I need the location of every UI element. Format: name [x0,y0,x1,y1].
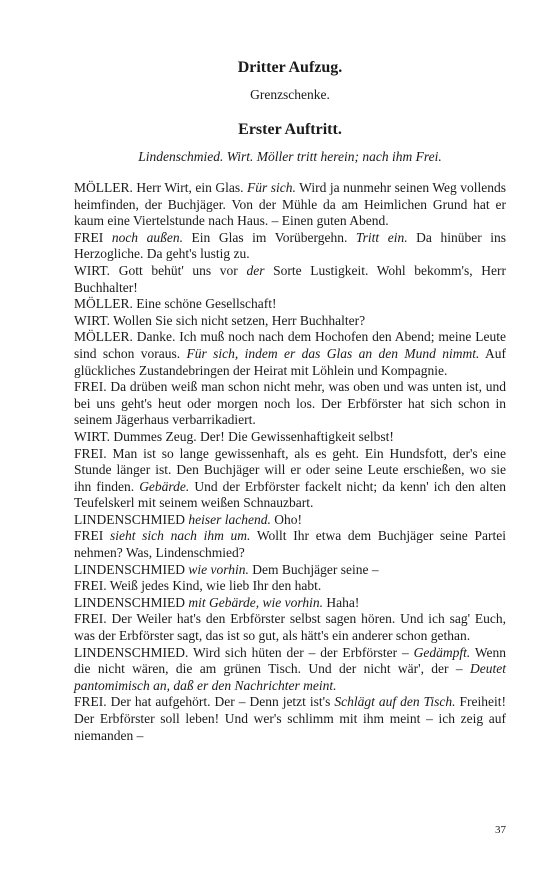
page-number: 37 [495,824,506,836]
stage-direction: Für sich, indem er das Glas an den Mund nimmt. [186,345,480,361]
dialogue-text: FREI [74,528,110,544]
dialogue-text: LINDENSCHMIED [74,594,189,610]
dialogue-text: Sorte Lustigkeit. Wohl bekomm's, Herr Buchhalter! [74,262,506,295]
dialogue-text: FREI. Der hat aufgehört. Der – Denn jetzt ist's [74,694,335,710]
dialogue-text: WIRT. Dummes Zeug. Der! Die Gewissenhaftigkeit selbst! [74,428,394,444]
dialogue-text: LINDENSCHMIED [74,511,189,527]
dialogue-paragraph [74,263,506,296]
dialogue-paragraph [74,446,506,512]
dialogue-paragraph [74,645,506,695]
stage-direction: Gedämpft. [413,644,471,660]
dialogue-text: Oho! [270,511,302,527]
dialogue-text: FREI. Da drüben weiß man schon nicht mehr, was oben und was unten ist, und bei uns geht's heut oder morgen noch los. Der Erbförster hat sich schon in seinem Jägerhaus verbarrikadiert. [74,379,506,428]
dialogue-text: LINDENSCHMIED. Wird sich hüten der – der Erbförster – [74,644,414,660]
dialogue-text: FREI. Man ist so lange gewissenhaft, als es geht. Ein Hundsfott, der's eine Stunde länger ist. Den Buchjäger will er oder seine Leute erschießen, wo sie ihn finden. [74,445,506,494]
dialogue-text: Da hinüber ins Herzogliche. Da geht's lustig zu. [74,229,506,262]
dialogue-text: MÖLLER. Danke. Ich muß noch nach dem Hochofen den Abend; meine Leute sind schon voraus. [74,329,506,361]
stage-direction: Schlägt auf den Tisch. [334,694,456,710]
dialogue-paragraph [74,562,506,579]
stage-direction: wie vorhin. [188,561,249,577]
dialogue-text: Wollt Ihr etwa dem Buchjäger seine Partei nehmen? Was, Lindenschmied? [74,528,506,561]
dialogue-text: MÖLLER. Herr Wirt, ein Glas. [74,180,248,195]
dialogue-text: Dem Buchjäger seine – [248,561,379,577]
dialogue-paragraph [74,512,506,529]
dialogue-text: FREI [74,229,112,245]
dialogue-paragraph [74,694,506,744]
page-content [74,58,506,744]
dialogue-paragraph [74,230,506,263]
dialogue-paragraph [74,595,506,612]
dialogue-text: FREI. Weiß jedes Kind, wie lieb Ihr den habt. [74,578,322,594]
dialogue-text: MÖLLER. Eine schöne Gesellschaft! [74,296,277,312]
stage-direction: Für sich. [247,180,296,195]
stage-direction: sieht sich nach ihm um. [109,528,251,544]
stage-direction: noch außen. [111,229,183,245]
act-title: Dritter Aufzug. [237,59,343,76]
dialogue-text: Freiheit! Der Erbförster soll leben! Und wer's schlimm mit ihm meint – ich zeig auf niemanden – [74,694,506,743]
stage-direction: heiser lachend. [188,511,271,527]
dialogue-paragraph [74,313,506,330]
dialogue-paragraph [74,329,506,379]
dialogue-paragraph [74,429,506,446]
dialogue-paragraph [74,379,506,429]
dialogue-paragraph [74,611,506,644]
dialogue-paragraph [74,296,506,313]
dialogue-text: Wird ja nunmehr seinen Weg vollends heimfinden, der Buchjäger. Von der Mühle da am Heimlichen Grund hat er kaum eine Viertelstunde nach Haus. – Einen guten Abend. [74,180,506,229]
dialogue-text: Wenn die nicht wären, die am grünen Tisch. Und der nicht wär', der – [74,644,506,677]
stage-direction: mit Gebärde, wie vorhin. [188,594,323,610]
scene-location: Grenzschenke. [250,87,330,102]
stage-direction: der [246,262,265,278]
dialogue-paragraph [74,578,506,595]
dialogue-text: Haha! [323,594,360,610]
dialogue-text: FREI. Der Weiler hat's den Erbförster selbst sagen hören. Und ich sag' Euch, was der Erbförster sagt, das ist so gut, als hätt's ein anderer schon gethan. [74,611,506,644]
dialogue-text: LINDENSCHMIED [74,561,189,577]
dialogue-text: WIRT. Wollen Sie sich nicht setzen, Herr Buchhalter? [74,312,366,328]
stage-direction: Deutet pantomimisch an, daß er den Nachrichter meint. [74,661,506,693]
cast-line: Lindenschmied. Wirt. Möller tritt herein; nach ihm Frei. [138,149,442,164]
dialogue-text: Und der Erbförster fackelt nicht; da kenn' ich den alten Teufelskerl mit seinem weißen Schnauzbart. [74,478,506,511]
dialogue-body [74,180,506,744]
dialogue-paragraph [74,528,506,561]
dialogue-text: Auf glückliches Zustandebringen der Heirat mit Löhlein und Kompagnie. [74,345,507,378]
stage-direction: Gebärde. [139,478,190,494]
dialogue-paragraph [74,180,506,230]
stage-direction: Tritt ein. [355,229,408,245]
scene-title: Erster Auftritt. [238,121,342,138]
dialogue-text: Ein Glas im Vorübergehn. [182,229,356,245]
dialogue-text: WIRT. Gott behüt' uns vor [74,262,247,278]
